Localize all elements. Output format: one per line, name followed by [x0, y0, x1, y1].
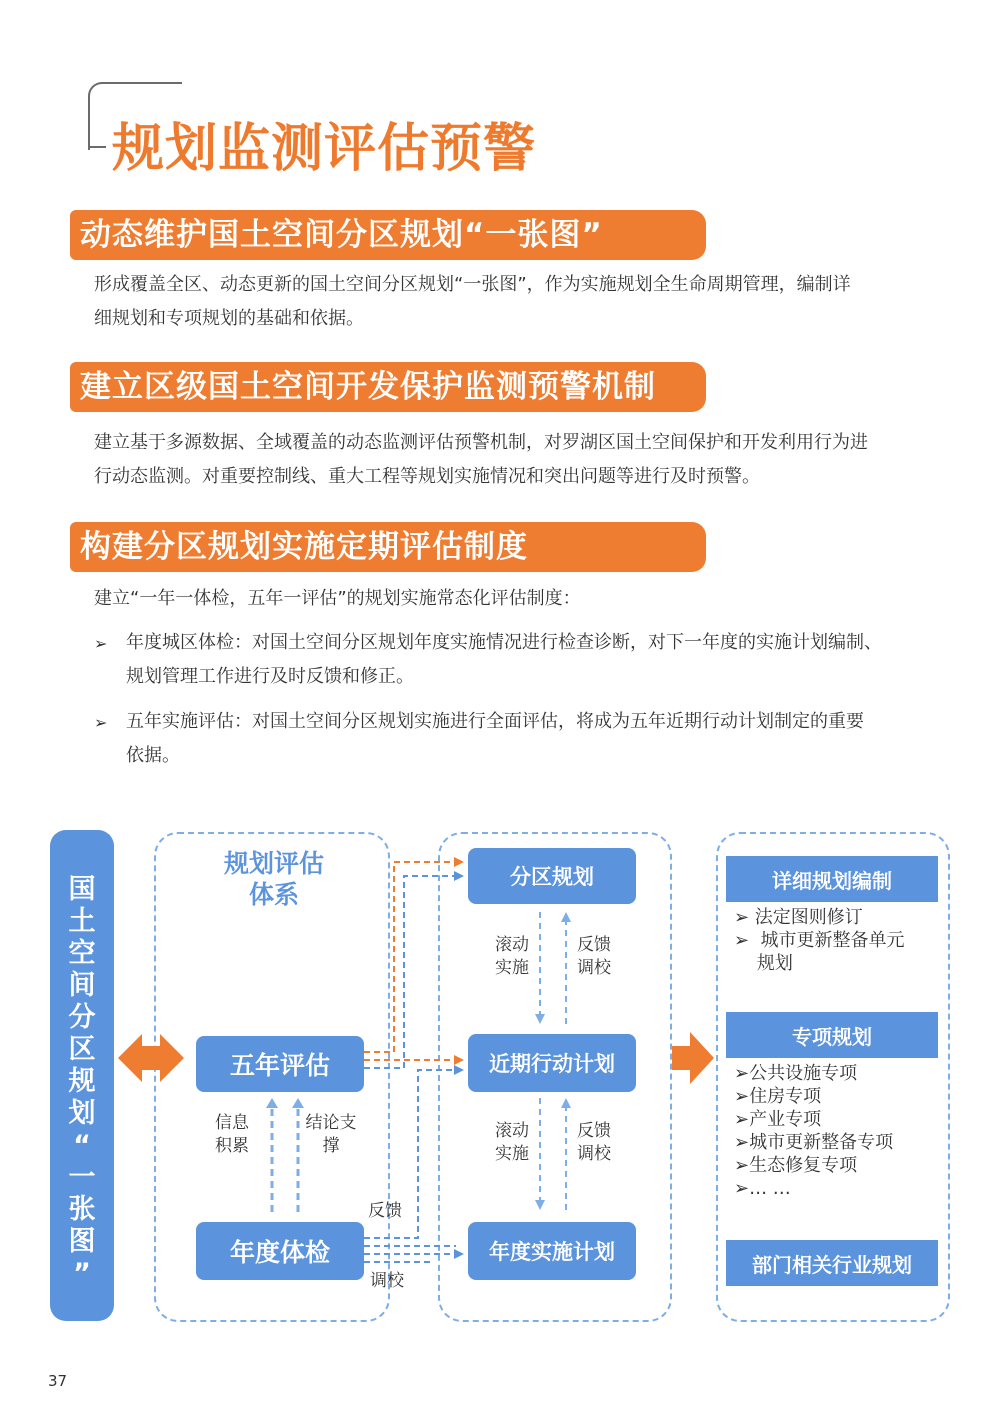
support-label-line-2: 撑	[322, 1136, 340, 1156]
vertical-char-6: 区	[68, 1034, 96, 1065]
rolling-line-2: 实施	[495, 958, 529, 978]
vertical-char-4: 间	[68, 970, 96, 1001]
vertical-char-2: 土	[68, 906, 96, 937]
section-1-line-2: 细规划和专项规划的基础和依据。	[94, 308, 364, 329]
rolling-impl-label-lower	[490, 1120, 534, 1166]
special-item-6: ➢… …	[734, 1178, 791, 1199]
arrowhead-icon	[454, 1249, 464, 1259]
section-2-line-2: 行动态监测。对重要控制线、重大工程等规划实施情况和突出问题等进行及时预警。	[94, 466, 760, 487]
bullet-1-line-1: 年度城区体检：对国土空间分区规划年度实施情况进行检查诊断，对下一年度的实施计划编制、	[126, 632, 882, 653]
bullet-1-marker: ➢	[94, 634, 108, 653]
special-item-4: ➢城市更新整备专项	[734, 1132, 894, 1153]
evaluation-system-title-line-1: 规划评估	[223, 849, 324, 878]
district-plan-box: 分区规划	[468, 848, 636, 904]
section-3-intro: 建立“一年一体检，五年一评估”的规划实施常态化评估制度：	[94, 588, 581, 609]
detail-item-2: ➢ 城市更新整备单元	[734, 930, 905, 951]
special-item-3: ➢产业专项	[734, 1109, 822, 1130]
info-accumulate-label	[206, 1112, 258, 1158]
evaluation-system-title-line-2: 体系	[248, 880, 299, 909]
arrowhead-icon	[454, 871, 464, 881]
detail-plan-list	[734, 906, 934, 975]
annual-check-box: 年度体检	[196, 1222, 364, 1280]
five-year-to-district-orange	[364, 862, 456, 1052]
feedback-adjust-label-lower	[572, 1120, 616, 1166]
vertical-char-5: 分	[68, 1002, 96, 1033]
department-plan-header: 部门相关行业规划	[726, 1240, 938, 1286]
special-item-2: ➢住房专项	[734, 1086, 822, 1107]
section-2-line-1: 建立基于多源数据、全域覆盖的动态监测评估预警机制，对罗湖区国土空间保护和开发利用行为进	[94, 432, 868, 453]
arrowhead-icon	[561, 1098, 571, 1108]
evaluation-system-title	[174, 848, 374, 910]
fb-line-1: 反馈	[577, 1121, 611, 1141]
five-year-to-district-blue	[364, 876, 456, 1068]
double-arrow-icon	[118, 1034, 184, 1082]
rolling-impl-label-upper	[490, 934, 534, 980]
adjust-label: 调校	[370, 1271, 404, 1291]
fb-line-2: 调校	[577, 958, 611, 978]
arrowhead-icon	[266, 1098, 278, 1108]
arrowhead-icon	[292, 1098, 304, 1108]
vertical-char-13: ”	[73, 1258, 91, 1289]
detail-plan-header: 详细规划编制	[726, 856, 938, 902]
conclusion-support-label	[300, 1112, 362, 1158]
special-plan-list	[734, 1062, 934, 1200]
section-1-line-1: 形成覆盖全区、动态更新的国土空间分区规划“一张图”，作为实施规划全生命周期管理，编制详	[94, 274, 851, 295]
feedback-label: 反馈	[368, 1201, 402, 1221]
feedback-adjust-label-upper	[572, 934, 616, 980]
arrowhead-icon	[535, 1200, 545, 1210]
vertical-char-1: 国	[68, 874, 96, 905]
five-year-evaluation-box: 五年评估	[196, 1036, 364, 1092]
arrowhead-icon	[454, 857, 464, 867]
rolling-line-1: 滚动	[495, 935, 529, 955]
section-2-heading: 建立区级国土空间开发保护监测预警机制	[70, 362, 706, 412]
page-title: 规划监测评估预警	[112, 119, 537, 179]
bullet-2-marker: ➢	[94, 713, 108, 732]
vertical-char-10: 一	[68, 1162, 96, 1193]
arrowhead-icon	[454, 1055, 464, 1065]
section-1-heading: 动态维护国土空间分区规划“一张图”	[70, 210, 706, 260]
rolling-line-1: 滚动	[495, 1121, 529, 1141]
special-item-1: ➢公共设施专项	[734, 1063, 858, 1084]
detail-item-3: 规划	[734, 953, 793, 974]
arrowhead-icon	[535, 1014, 545, 1024]
annual-implementation-box: 年度实施计划	[468, 1222, 636, 1280]
vertical-char-3: 空	[68, 938, 96, 969]
info-label-line-1: 信息	[215, 1113, 249, 1133]
vertical-char-8: 划	[68, 1098, 96, 1129]
info-label-line-2: 积累	[215, 1136, 249, 1156]
bullet-2-line-2: 依据。	[126, 745, 180, 766]
section-3-heading: 构建分区规划实施定期评估制度	[70, 522, 706, 572]
rolling-line-2: 实施	[495, 1144, 529, 1164]
vertical-char-9: “	[73, 1130, 91, 1161]
page-number: 37	[48, 1372, 68, 1390]
vertical-char-11: 张	[68, 1194, 96, 1225]
bullet-2-line-1: 五年实施评估：对国土空间分区规划实施进行全面评估，将成为五年近期行动计划制定的重要	[126, 711, 864, 732]
bullet-1-line-2: 规划管理工作进行及时反馈和修正。	[126, 666, 414, 687]
fb-line-1: 反馈	[577, 935, 611, 955]
right-arrow-icon	[672, 1032, 714, 1084]
special-plan-header: 专项规划	[726, 1012, 938, 1058]
vertical-char-12: 图	[68, 1226, 96, 1257]
arrowhead-icon	[561, 912, 571, 922]
near-term-plan-box: 近期行动计划	[468, 1034, 636, 1092]
detail-item-1: ➢ 法定图则修订	[734, 907, 863, 928]
vertical-char-7: 规	[68, 1066, 96, 1097]
arrowhead-icon	[454, 1065, 464, 1075]
fb-line-2: 调校	[577, 1144, 611, 1164]
support-label-line-1: 结论支	[305, 1113, 357, 1133]
special-item-5: ➢生态修复专项	[734, 1155, 858, 1176]
